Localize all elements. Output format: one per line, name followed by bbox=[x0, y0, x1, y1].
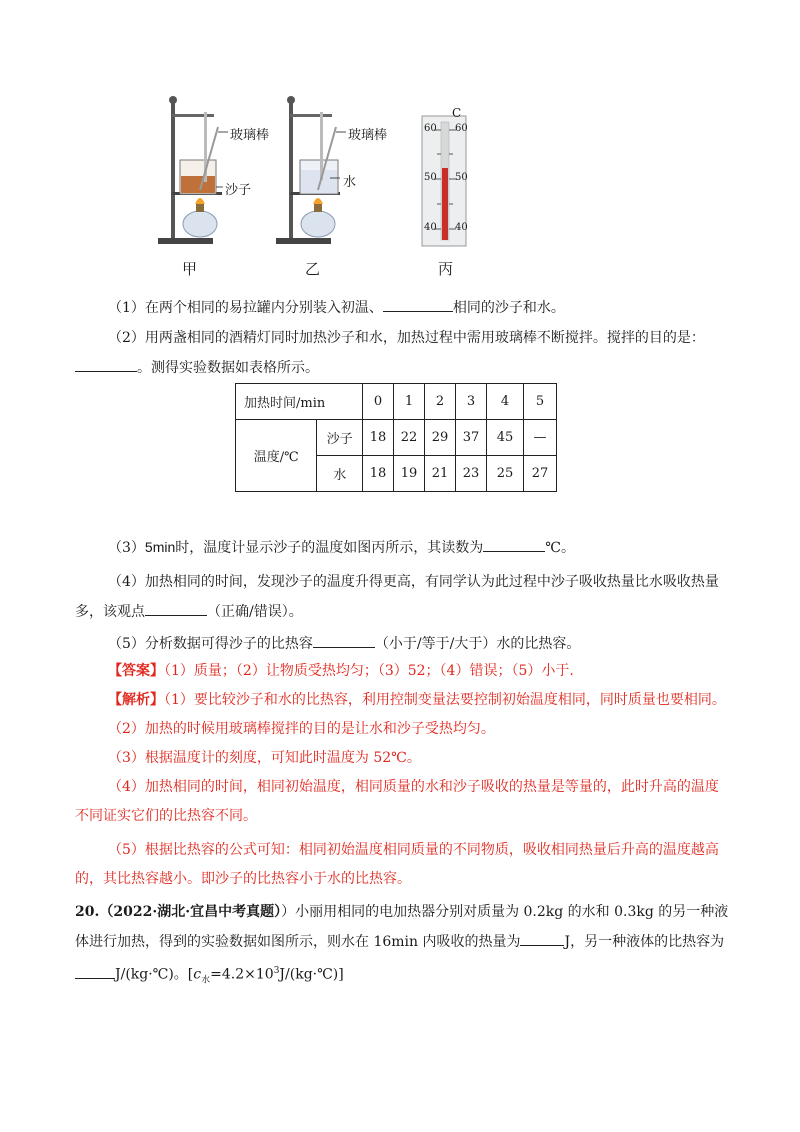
data-table bbox=[235, 383, 557, 492]
question-5 bbox=[108, 633, 580, 654]
tick-60-left: 60 bbox=[424, 123, 437, 134]
analysis-line-1 bbox=[108, 690, 726, 710]
question-4-line-2 bbox=[75, 601, 303, 622]
question-1 bbox=[108, 297, 565, 318]
analysis-line-2: （2）加热的时候用玻璃棒搅拌的目的是让水和沙子受热均匀。 bbox=[108, 721, 495, 737]
q1-text-pre: （1）在两个相同的易拉罐内分别装入初温、 bbox=[108, 300, 383, 316]
time-cell: 1 bbox=[394, 384, 425, 420]
question-4-line-1: （4）加热相同的时间，发现沙子的温度升得更高，有同学认为此过程中沙子吸收热量比水吸收热量 bbox=[108, 574, 719, 590]
thermometer-unit: C bbox=[452, 106, 462, 120]
analysis-line-3: （3）根据温度计的刻度，可知此时温度为 52℃。 bbox=[108, 750, 421, 766]
question-20-line-1 bbox=[75, 902, 728, 922]
c-exponent: 3 bbox=[273, 966, 280, 976]
answer-text: （1）质量；（2）让物质受热均匀；（3）52；（4）错误；（5）小于. bbox=[164, 663, 574, 679]
analysis-text-1: （1）要比较沙子和水的比热容，利用控制变量法要控制初始温度相同，同时质量也要相同。 bbox=[164, 692, 726, 708]
sand-cell: 22 bbox=[394, 420, 425, 456]
sand-label: 沙子 bbox=[225, 183, 252, 198]
stand-jia bbox=[158, 96, 228, 244]
analysis-line-4b: 不同证实它们的比热容不同。 bbox=[75, 808, 257, 824]
analysis-line-4a: （4）加热相同的时间，相同初始温度，相同质量的水和沙子吸收的热量是等量的，此时升高的温度 bbox=[108, 779, 719, 795]
figure-label-bing: 丙 bbox=[438, 260, 454, 278]
c-unit: J/(kg·℃)] bbox=[279, 966, 344, 983]
sand-cell: 45 bbox=[487, 420, 524, 456]
q20-number: 20. bbox=[75, 904, 100, 920]
q3-blank[interactable] bbox=[483, 537, 545, 552]
sand-cell: 29 bbox=[425, 420, 456, 456]
mercury-column bbox=[442, 168, 448, 240]
sand-row-label: 沙子 bbox=[317, 420, 363, 456]
q20-text-1: ）小丽用相同的电加热器分别对质量为 0.2kg 的水和 0.3kg 的另一种液 bbox=[281, 904, 729, 920]
tick-40-right: 40 bbox=[455, 222, 468, 233]
apparatus-figures bbox=[150, 92, 490, 282]
q3-text-mid: 时，温度计显示沙子的温度如图丙所示，其读数为 bbox=[175, 540, 484, 556]
water-cell: 23 bbox=[456, 456, 487, 492]
figure-label-jia: 甲 bbox=[182, 260, 198, 278]
table-row bbox=[236, 384, 557, 420]
time-cell: 4 bbox=[487, 384, 524, 420]
q4-text-post: （正确/错误）。 bbox=[207, 604, 303, 620]
rod-label-jia: 玻璃棒 bbox=[230, 128, 270, 143]
analysis-tag: 【解析】 bbox=[108, 692, 164, 708]
c-variable: c bbox=[193, 966, 202, 983]
time-cell: 2 bbox=[425, 384, 456, 420]
q5-text-post: （小于/等于/大于）水的比热容。 bbox=[374, 636, 581, 652]
time-cell: 5 bbox=[524, 384, 557, 420]
water-cell: 25 bbox=[487, 456, 524, 492]
q20-source: （2022·湖北·宜昌中考真题） bbox=[99, 904, 282, 920]
water-label: 水 bbox=[343, 175, 357, 190]
sand-cell: — bbox=[524, 420, 557, 456]
table-row bbox=[236, 420, 557, 456]
water-cell: 21 bbox=[425, 456, 456, 492]
q1-blank[interactable] bbox=[383, 297, 453, 312]
q4-blank[interactable] bbox=[145, 601, 207, 616]
q3-text-post: ℃。 bbox=[545, 540, 575, 556]
question-2-line-2 bbox=[75, 357, 319, 378]
time-cell: 3 bbox=[456, 384, 487, 420]
temperature-label: 温度/℃ bbox=[236, 420, 317, 492]
q2-text-post: 。测得实验数据如表格所示。 bbox=[137, 360, 319, 376]
time-cell: 0 bbox=[363, 384, 394, 420]
tick-60-right: 60 bbox=[455, 123, 468, 134]
water-row-label: 水 bbox=[317, 456, 363, 492]
sand-cell: 18 bbox=[363, 420, 394, 456]
water-cell: 18 bbox=[363, 456, 394, 492]
question-3 bbox=[108, 537, 575, 558]
answer-line bbox=[108, 661, 574, 681]
answer-tag: 【答案】 bbox=[108, 663, 164, 679]
q20-blank-capacity[interactable] bbox=[75, 964, 115, 979]
apparatus-drawing bbox=[150, 92, 490, 282]
question-20-line-3 bbox=[75, 961, 344, 990]
analysis-line-5b: 的，其比热容越小。即沙子的比热容小于水的比热容。 bbox=[75, 871, 411, 887]
figure-label-yi: 乙 bbox=[305, 260, 321, 278]
analysis-line-5a: （5）根据比热容的公式可知：相同初始温度相同质量的不同物质，吸收相同热量后升高的温度越高 bbox=[108, 842, 719, 858]
c-value: =4.2×10 bbox=[210, 966, 274, 983]
q20-blank-heat[interactable] bbox=[520, 931, 564, 946]
q4-text-pre: 多，该观点 bbox=[75, 604, 145, 620]
tick-50-right: 50 bbox=[455, 172, 468, 183]
q2-blank[interactable] bbox=[75, 357, 137, 372]
q20-text-2-post: J，另一种液体的比热容为 bbox=[564, 934, 725, 950]
question-2-line-1: （2）用两盏相同的酒精灯同时加热沙子和水，加热过程中需用玻璃棒不断搅拌。搅拌的目的是： bbox=[108, 330, 705, 346]
q20-text-2-pre: 体进行加热，得到的实验数据如图所示，则水在 16min 内吸收的热量为 bbox=[75, 934, 521, 950]
q1-text-post: 相同的沙子和水。 bbox=[452, 300, 565, 316]
q5-blank[interactable] bbox=[313, 633, 375, 648]
c-subscript: 水 bbox=[201, 975, 211, 986]
q20-text-3: J/(kg·℃)。[ bbox=[115, 966, 194, 983]
q3-text-pre: （3） bbox=[108, 540, 145, 556]
water-cell: 19 bbox=[394, 456, 425, 492]
rod-label-yi: 玻璃棒 bbox=[348, 128, 388, 143]
question-20-line-2 bbox=[75, 931, 724, 952]
tick-50-left: 50 bbox=[424, 172, 437, 183]
water-cell: 27 bbox=[524, 456, 557, 492]
stand-yi bbox=[276, 96, 346, 244]
q3-min: 5min bbox=[144, 539, 176, 555]
q5-text-pre: （5）分析数据可得沙子的比热容 bbox=[108, 636, 313, 652]
sand-cell: 37 bbox=[456, 420, 487, 456]
tick-40-left: 40 bbox=[424, 222, 437, 233]
header-time-label: 加热时间/min bbox=[236, 384, 363, 420]
